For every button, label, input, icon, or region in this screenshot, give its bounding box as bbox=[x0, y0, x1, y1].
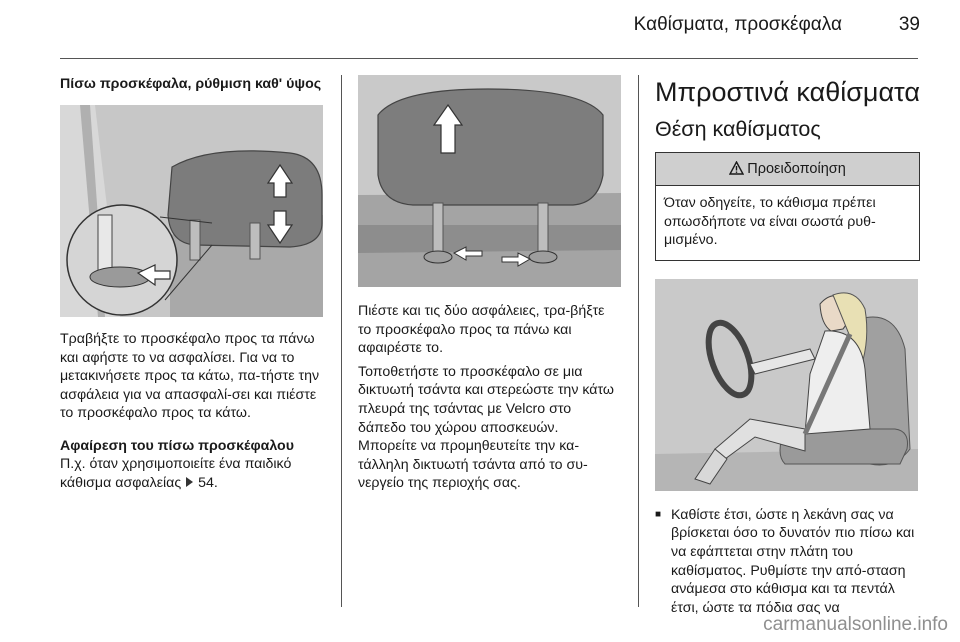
bullet-square-icon: ■ bbox=[655, 508, 662, 520]
page-reference-number[interactable]: 54. bbox=[198, 474, 218, 491]
section-heading-seat-position: Θέση καθίσματος bbox=[655, 117, 821, 141]
rear-headrest-adjust-text: Τραβήξτε το προσκέφαλο προς τα πάνω και αφήστε το να ασφαλίσει. Για να το μετακινήσετε προς τα κάτω, πα-τήστε την ασφάλεια για να απασφαλί-σει και πιέστε το προσκέφαλο προς τα κάτω. bbox=[60, 331, 320, 422]
remove-rear-headrest-text-body: Π.χ. όταν χρησιμοποιείτε ένα παιδικό κάθισμα ασφαλείας bbox=[60, 455, 292, 491]
column-rear-headrest bbox=[60, 75, 326, 492]
column-divider-2 bbox=[638, 75, 639, 607]
page-reference-arrow-icon bbox=[186, 477, 193, 487]
page-number: 39 bbox=[898, 14, 920, 35]
rear-headrest-height-drawing bbox=[60, 105, 323, 317]
remove-headrest-instruction-text: Πιέστε και τις δύο ασφάλειες, τρα-βήξτε το προσκέφαλο προς τα πάνω και αφαιρέστε το. bbox=[358, 303, 605, 357]
section-heading-remove-rear-headrest: Αφαίρεση του πίσω προσκέφαλου bbox=[60, 437, 294, 454]
column-front-seats bbox=[655, 76, 920, 617]
warning-header bbox=[656, 153, 919, 186]
warning-body: Όταν οδηγείτε, το κάθισμα πρέπει οπωσδήποτε να είναι σωστά ρυθ-μισμένο. bbox=[664, 195, 876, 249]
driver-seat-position-illustration bbox=[655, 279, 918, 491]
headrest-removal-illustration bbox=[358, 75, 621, 287]
header-divider bbox=[60, 58, 918, 59]
chapter-heading-front-seats: Μπροστινά καθίσματα bbox=[655, 77, 920, 107]
section-heading-rear-headrest-height: Πίσω προσκέφαλα, ρύθμιση καθ' ύψος bbox=[60, 76, 322, 92]
warning-box bbox=[655, 152, 920, 261]
watermark: carmanualsonline.info bbox=[763, 614, 948, 635]
warning-triangle-icon bbox=[729, 161, 744, 175]
stow-headrest-instruction-text: Τοποθετήστε το προσκέφαλο σε μια δικτυωτή τσάντα και στερεώστε την κάτω πλευρά της τσάντας με Velcro στο δάπεδο του χώρου αποσκευών. Μπορείτε να προμηθευτείτε την κα-τάλληλη δικτυωτή τσάντα από το συ-νεργείο της περιοχής σας. bbox=[358, 363, 614, 492]
headrest-removal-drawing bbox=[358, 75, 621, 287]
page-header bbox=[0, 0, 960, 62]
column-headrest-removal bbox=[358, 75, 620, 493]
remove-rear-headrest-text bbox=[60, 455, 326, 492]
rear-headrest-height-illustration bbox=[60, 105, 323, 317]
warning-title: Προειδοποίηση bbox=[747, 161, 846, 177]
column-divider-1 bbox=[341, 75, 342, 607]
driver-seat-position-drawing bbox=[655, 279, 918, 491]
page-title: Καθίσματα, προσκέφαλα bbox=[633, 14, 842, 35]
seat-position-instruction bbox=[655, 506, 920, 618]
seat-position-instruction-text: Καθίστε έτσι, ώστε η λεκάνη σας να βρίσκεται όσο το δυνατόν πιο πίσω και να εφάπτεται στην πλάτη του καθίσματος. Ρυθμίστε την από-σταση ανάμεσα στο κάθισμα και τα πεντάλ έτσι, ώστε τα πόδια σας να bbox=[671, 506, 915, 616]
